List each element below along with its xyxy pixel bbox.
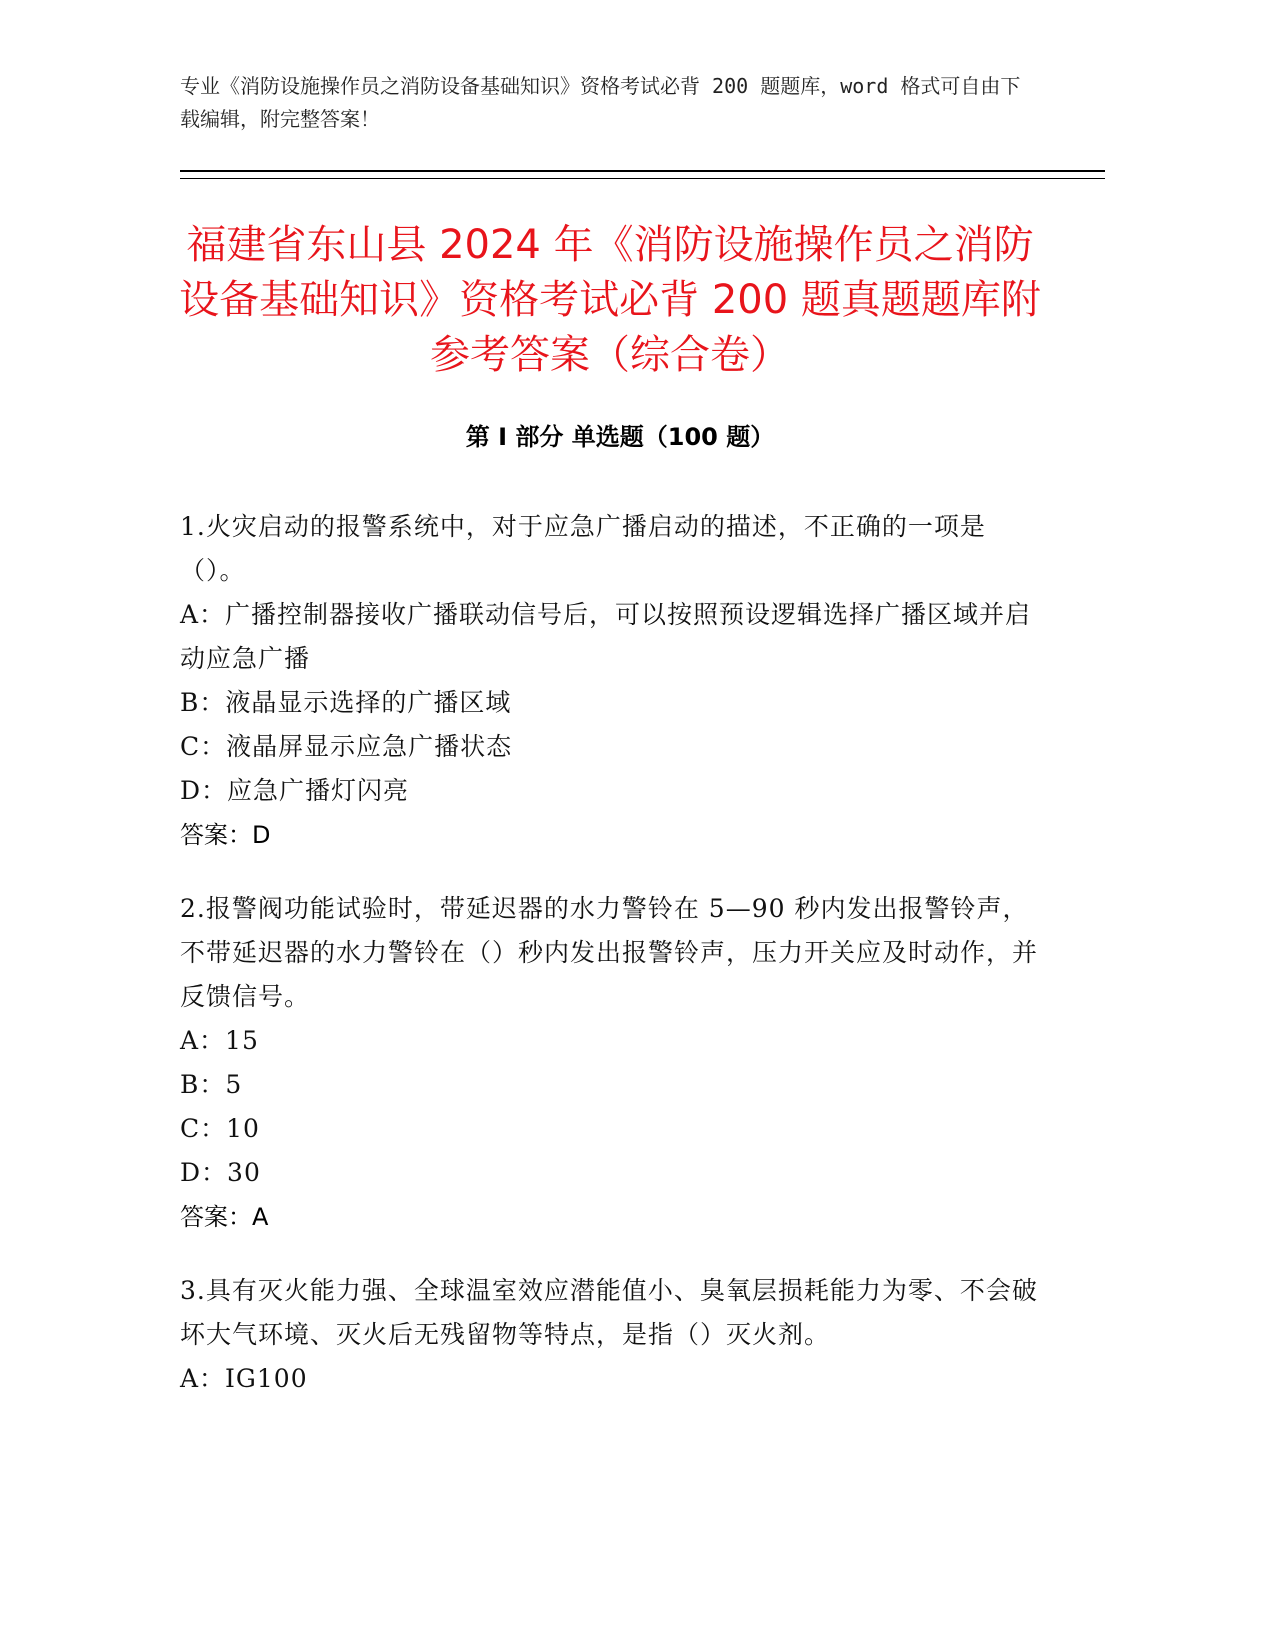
option-b: B：5 [180,1070,243,1099]
document-title: 福建省东山县 2024 年《消防设施操作员之消防设备基础知识》资格考试必背 200 题真题题库附参考答案（综合卷） [179,222,1041,378]
option-c: C：10 [180,1114,260,1143]
answer-line: 答案：A [180,1203,269,1231]
question-3 [180,1269,1040,1401]
answer-line: 答案：D [180,821,271,849]
option-a: A：广播控制器接收广播联动信号后，可以按照预设逻辑选择广播区域并启动应急广播 [180,600,1032,673]
option-d: D：应急广播灯闪亮 [180,776,410,805]
header-rule-thin [180,178,1105,179]
question-list [180,505,1040,1431]
option-c: C：液晶屏显示应急广播状态 [180,732,513,761]
question-2 [180,887,1040,1239]
question-1 [180,505,1040,857]
option-b: B：液晶显示选择的广播区域 [180,688,512,717]
header-rule-thick [180,170,1105,172]
option-a: A：IG100 [180,1364,308,1393]
question-stem: 2.报警阀功能试验时，带延迟器的水力警铃在 5—90 秒内发出报警铃声，不带延迟器的水力警铃在（）秒内发出报警铃声，压力开关应及时动作，并反馈信号。 [180,894,1039,1011]
option-a: A：15 [180,1026,259,1055]
question-stem: 3.具有灭火能力强、全球温室效应潜能值小、臭氧层损耗能力为零、不会破坏大气环境、灭火后无残留物等特点，是指（）灭火剂。 [180,1276,1038,1349]
option-d: D：30 [180,1158,261,1187]
header-note: 专业《消防设施操作员之消防设备基础知识》资格考试必背 200 题题库，word 格式可自由下载编辑，附完整答案！ [180,74,1021,131]
section-title: 第 I 部分 单选题（100 题） [465,423,775,451]
question-stem: 1.火灾启动的报警系统中，对于应急广播启动的描述，不正确的一项是（）。 [180,512,986,585]
